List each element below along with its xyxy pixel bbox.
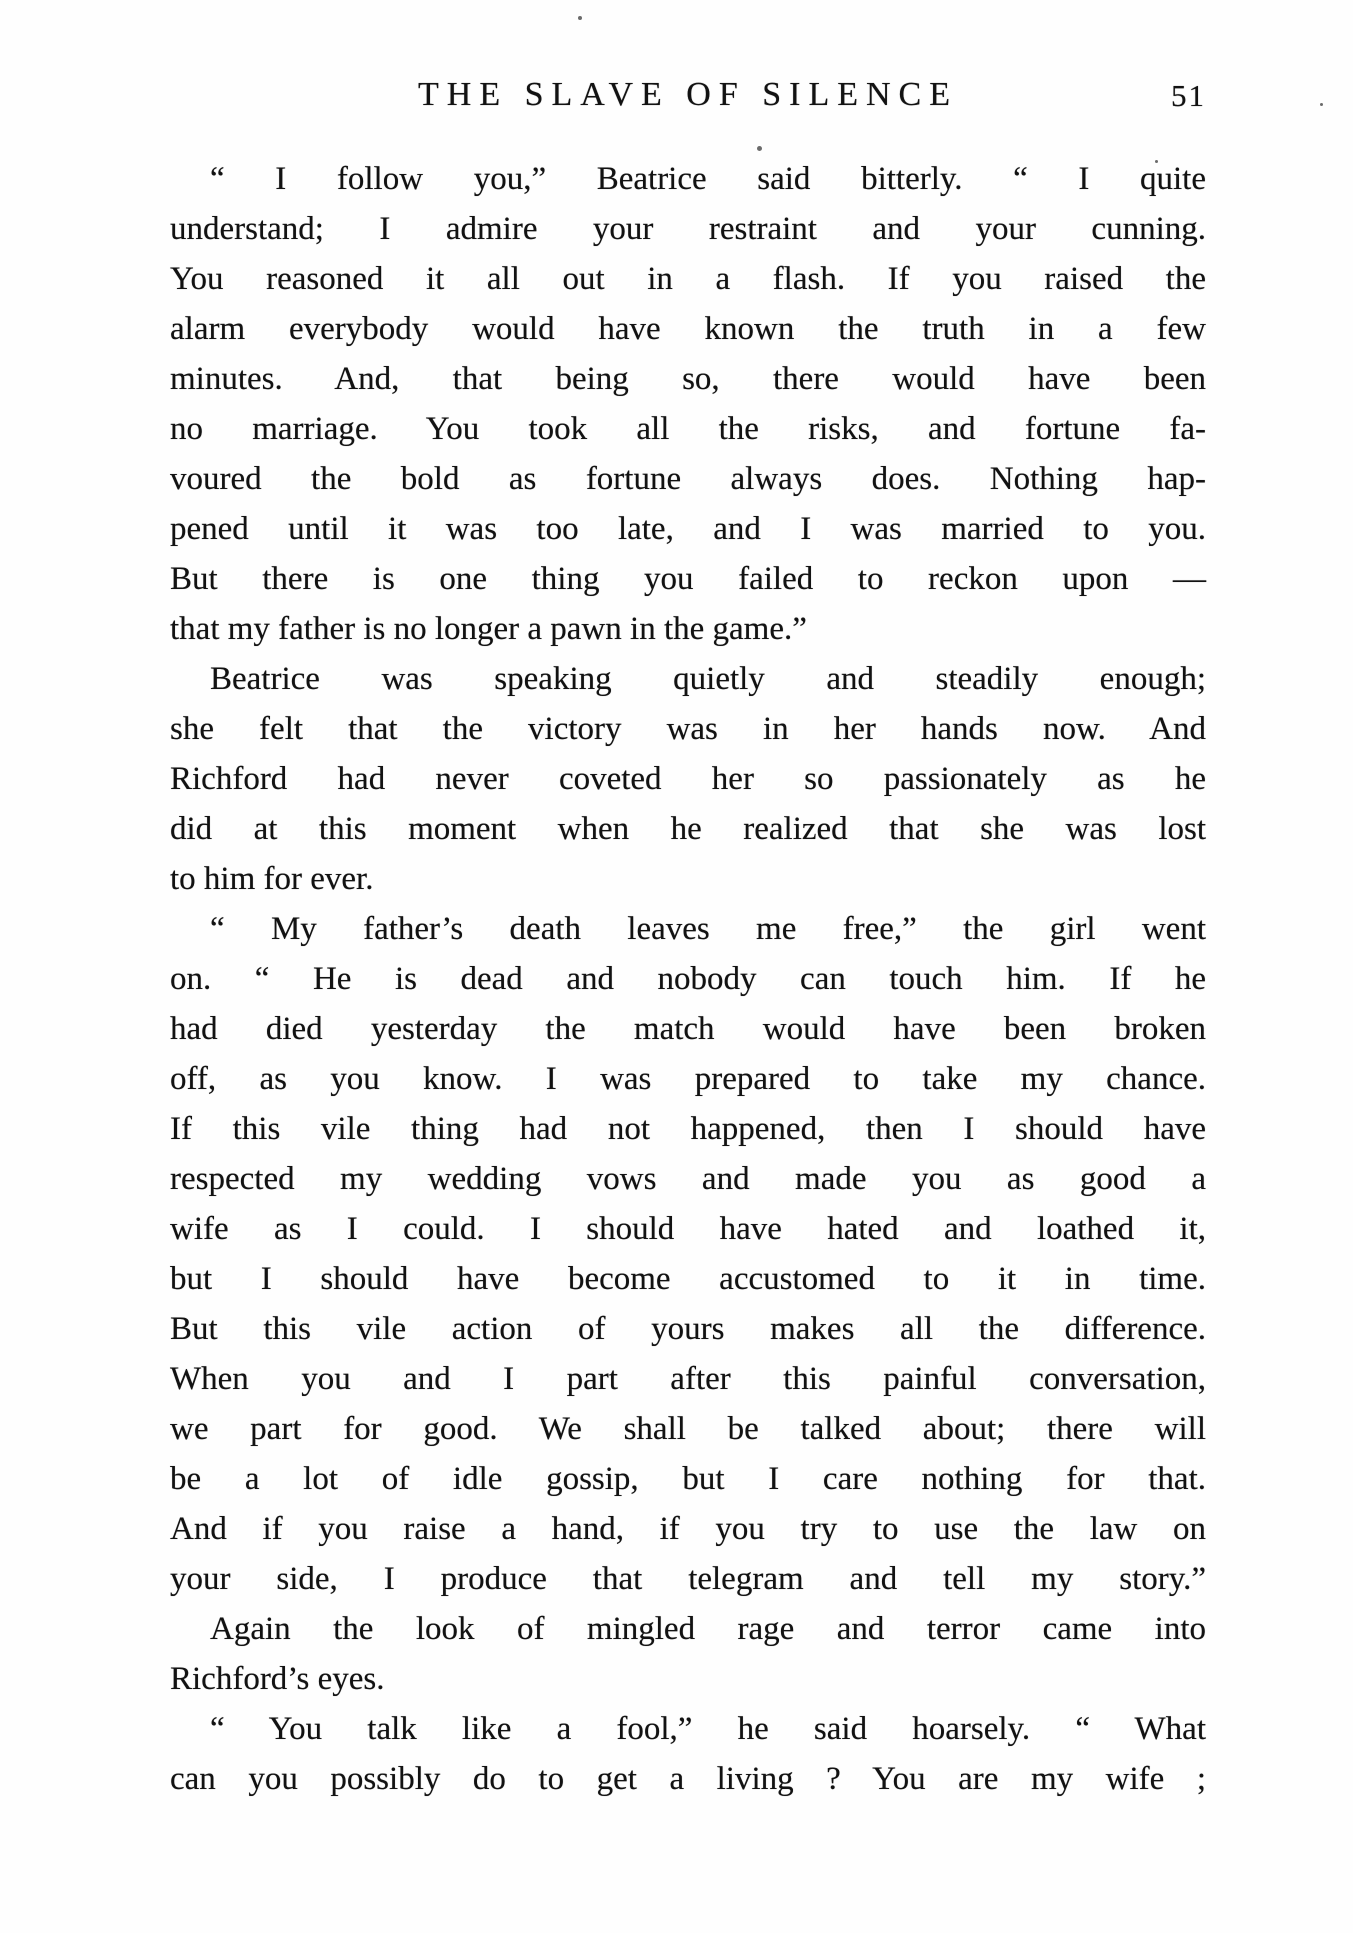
text-line: can you possibly do to get a living ? You are my wife ; [170,1761,1206,1797]
text-line: no marriage. You took all the risks, and fortune fa- [170,411,1206,447]
text-line: be a lot of idle gossip, but I care nothing for that. [170,1461,1206,1497]
text-line: that my father is no longer a pawn in the game.” [170,611,807,647]
text-line: Beatrice was speaking quietly and steadily enough; [210,661,1206,697]
page-body [170,154,1206,1804]
text-line: off, as you know. I was prepared to take my chance. [170,1061,1206,1097]
paragraph [170,1704,1206,1804]
text-line: voured the bold as fortune always does. Nothing hap- [170,461,1206,497]
text-line: pened until it was too late, and I was married to you. [170,511,1206,547]
text-line: minutes. And, that being so, there would have been [170,361,1206,397]
running-head [170,76,1206,120]
paragraph [170,154,1206,654]
text-line: understand; I admire your restraint and your cunning. [170,211,1206,247]
text-line: alarm everybody would have known the truth in a few [170,311,1206,347]
text-line: we part for good. We shall be talked about; there will [170,1411,1206,1447]
text-line: “ You talk like a fool,” he said hoarsely. “ What [210,1711,1206,1747]
text-line: You reasoned it all out in a flash. If you raised the [170,261,1206,297]
paragraph [170,1604,1206,1704]
text-line: When you and I part after this painful conversation, [170,1361,1206,1397]
text-line: had died yesterday the match would have been broken [170,1011,1206,1047]
text-line: But this vile action of yours makes all the difference. [170,1311,1206,1347]
text-line: but I should have become accustomed to it in time. [170,1261,1206,1297]
page-title: THE SLAVE OF SILENCE [418,76,958,113]
text-line: Richford had never coveted her so passionately as he [170,761,1206,797]
text-line: If this vile thing had not happened, then I should have [170,1111,1206,1147]
text-line: Richford’s eyes. [170,1661,385,1697]
text-line: she felt that the victory was in her hands now. And [170,711,1206,747]
text-line: And if you raise a hand, if you try to use the law on [170,1511,1206,1547]
text-line: your side, I produce that telegram and tell my story.” [170,1561,1206,1597]
text-line: respected my wedding vows and made you as good a [170,1161,1206,1197]
text-line: Again the look of mingled rage and terror came into [210,1611,1206,1647]
paragraph [170,654,1206,904]
paragraph [170,904,1206,1604]
text-line: “ My father’s death leaves me free,” the girl went [210,911,1206,947]
text-line: But there is one thing you failed to reckon upon — [170,561,1206,597]
text-line: to him for ever. [170,861,374,897]
text-line: “ I follow you,” Beatrice said bitterly. “ I quite [210,161,1206,197]
page-number: 51 [1171,78,1206,113]
text-line: wife as I could. I should have hated and loathed it, [170,1211,1206,1247]
text-block [170,0,1206,1804]
scan-speck [1320,103,1323,106]
text-line: did at this moment when he realized that she was lost [170,811,1206,847]
text-line: on. “ He is dead and nobody can touch him. If he [170,961,1206,997]
